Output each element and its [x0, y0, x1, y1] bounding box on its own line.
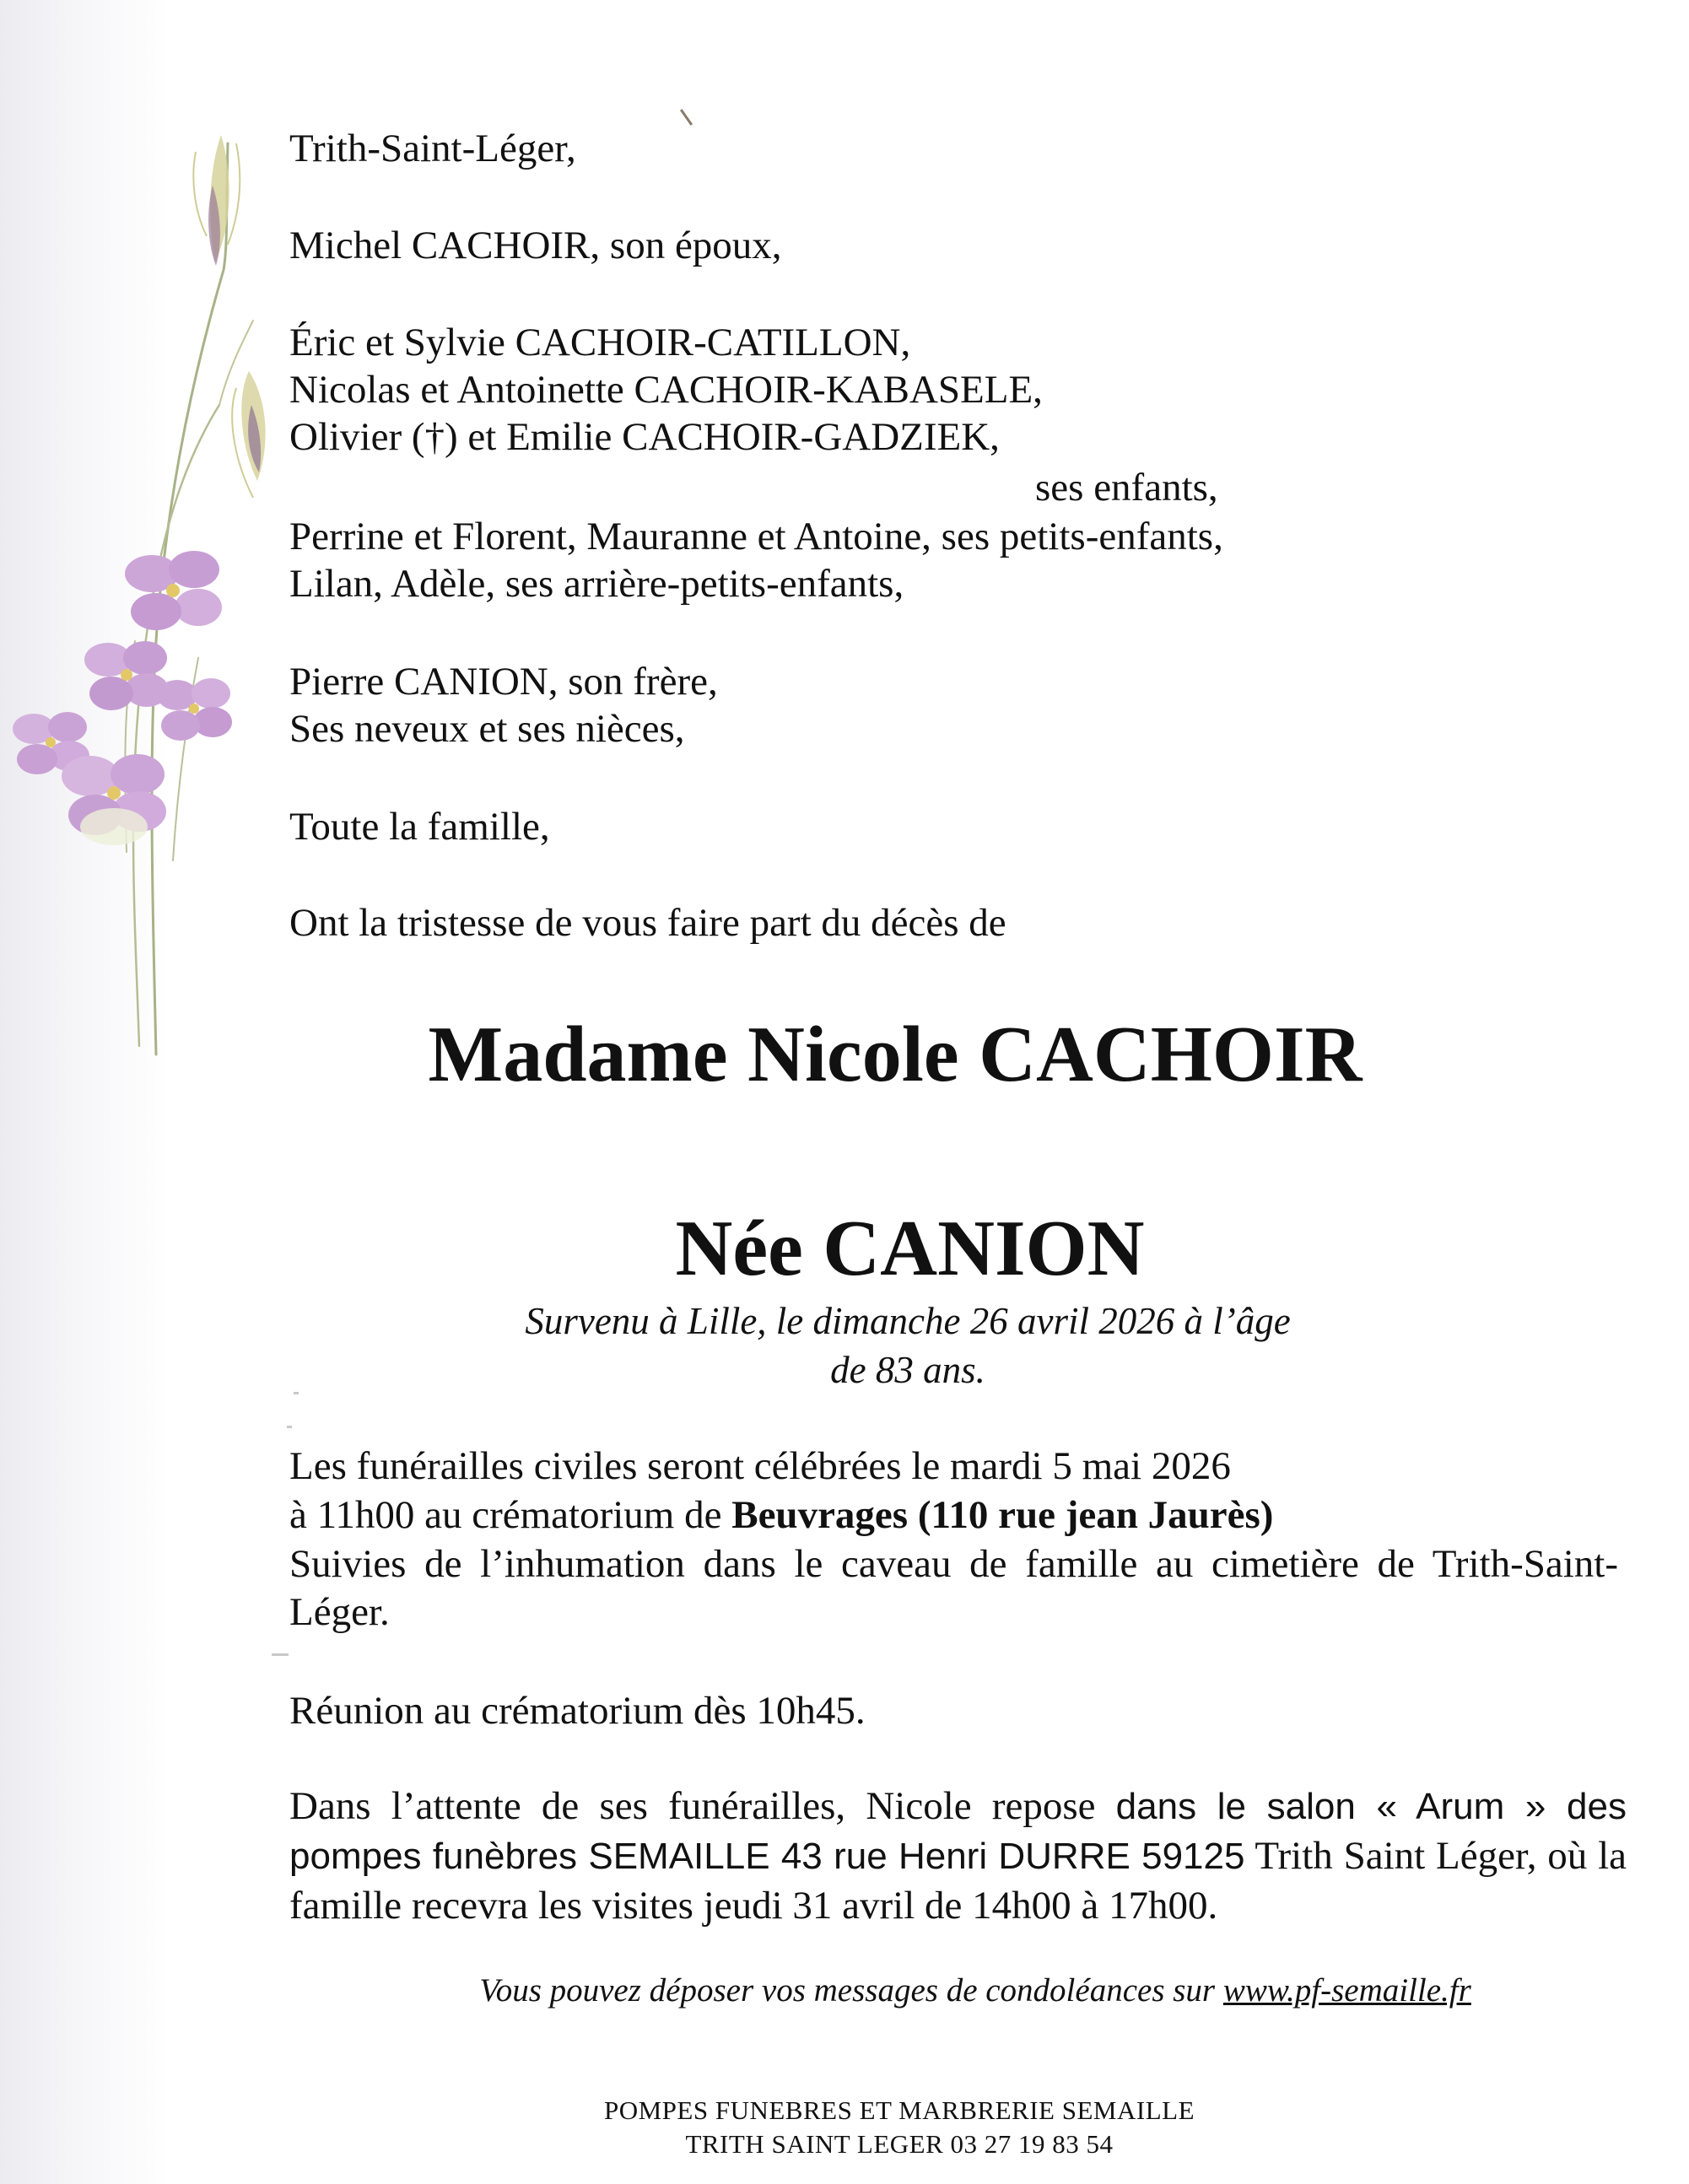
wheat-ears: [193, 135, 265, 498]
deceased-name: Madame Nicole CACHOIR: [428, 1011, 1363, 1098]
crematorium-prefix: à 11h00 au crématorium de: [289, 1493, 732, 1537]
scan-speck: [272, 1653, 289, 1656]
violet-flowers: [13, 551, 232, 845]
ink-mark: [680, 109, 693, 126]
visitation-paragraph: [289, 1782, 1627, 1931]
death-age-line: de 83 ans.: [830, 1349, 985, 1391]
children-label: ses enfants,: [1035, 466, 1218, 510]
scan-speck: [287, 1426, 292, 1428]
child-line: Éric et Sylvie CACHOIR-CATILLON,: [289, 321, 911, 364]
nephews-line: Ses neveux et ses nièces,: [289, 707, 685, 751]
death-details-line: Survenu à Lille, le dimanche 26 avril 2026 à l’âge: [525, 1300, 1291, 1342]
place-line: Trith-Saint-Léger,: [289, 127, 576, 170]
crematorium-line: [289, 1491, 1273, 1539]
grandchildren-line: Perrine et Florent, Mauranne et Antoine, ses petits-enfants,: [289, 515, 1223, 558]
family-line: Toute la famille,: [289, 805, 550, 849]
flower-illustration: [0, 118, 278, 1088]
brother-line: Pierre CANION, son frère,: [289, 660, 718, 704]
spouse-line: Michel CACHOIR, son époux,: [289, 224, 782, 267]
meeting-line: Réunion au crématorium dès 10h45.: [289, 1689, 866, 1733]
great-grandchildren-line: Lilan, Adèle, ses arrière-petits-enfants,: [289, 562, 904, 606]
footer-company: POMPES FUNEBRES ET MARBRERIE SEMAILLE: [603, 2095, 1195, 2125]
visitation-text-2: dans le salon « Arum » des pompes funèbres SEMAILLE 43 rue Henri DURRE 59125: [289, 1786, 1627, 1877]
crematorium-address: Beuvrages (110 rue jean Jaurès): [731, 1493, 1274, 1537]
child-line: Nicolas et Antoinette CACHOIR-KABASELE,: [289, 368, 1043, 412]
condolences-text: Vous pouvez déposer vos messages de condoléances sur: [479, 1972, 1223, 2009]
condolences-line: [0, 1970, 1689, 2012]
announcement-line: Ont la tristesse de vous faire part du décès de: [289, 901, 1006, 945]
child-line: Olivier (†) et Emilie CACHOIR-GADZIEK,: [289, 415, 1000, 459]
funeral-line: Les funérailles civiles seront célébrées le mardi 5 mai 2026: [289, 1444, 1231, 1488]
visitation-text-3: Trith Saint Léger, où la famille recevra les visites jeudi 31 avril de 14h00 à 17h00.: [289, 1834, 1627, 1928]
visitation-text-1: Dans l’attente de ses funérailles, Nicole repose: [289, 1784, 1116, 1828]
condolences-link[interactable]: www.pf-semaille.fr: [1222, 1972, 1471, 2009]
maiden-name: Née CANION: [675, 1205, 1145, 1292]
burial-paragraph: Suivies de l’inhumation dans le caveau de famille au cimetière de Trith-Saint-Léger.: [289, 1542, 1618, 1634]
footer-contact: TRITH SAINT LEGER 03 27 19 83 54: [685, 2129, 1114, 2159]
